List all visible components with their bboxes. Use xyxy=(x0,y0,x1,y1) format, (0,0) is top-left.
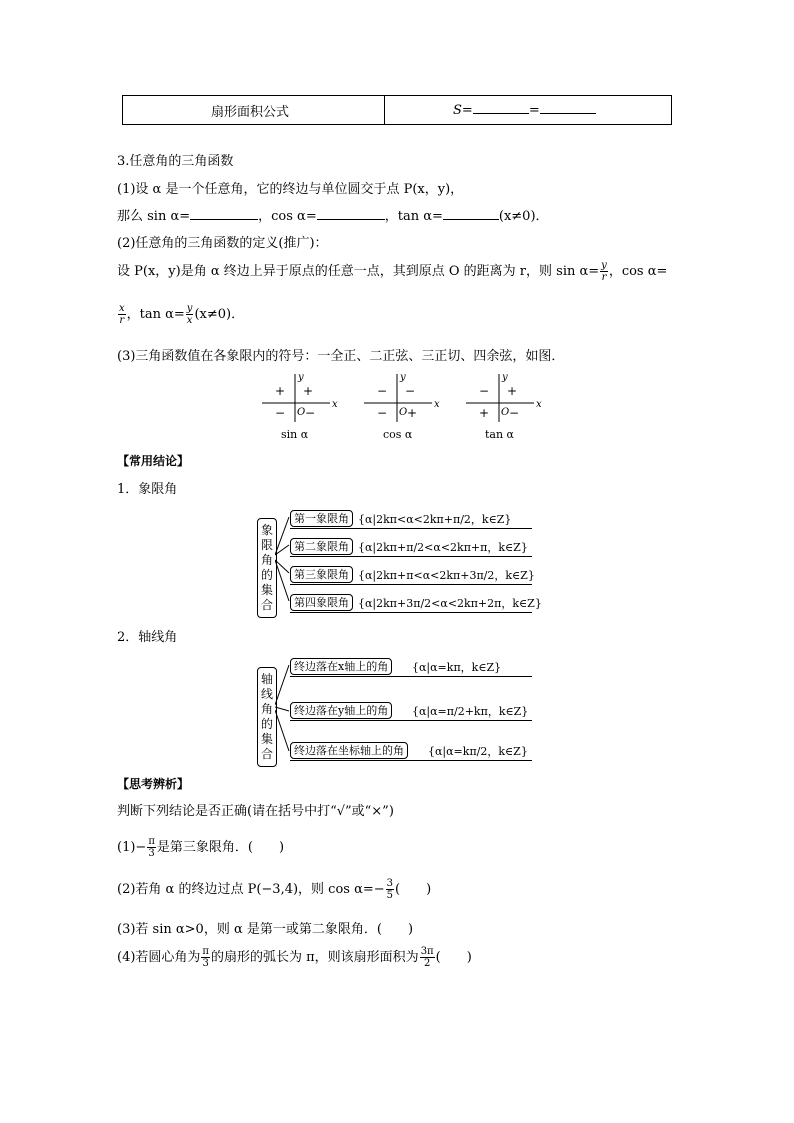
quadrant-label: 第三象限角 xyxy=(290,566,353,583)
quadrant-formula: {α|2kπ<α<2kπ+π/2，k∈Z} xyxy=(358,513,512,526)
q1-sign: + xyxy=(303,384,314,398)
think-q2: (2)若角 α 的终边过点 P(−3,4)，则 cos α=− $\frac{3}{5}$ ( ) xyxy=(117,878,432,901)
quadrant-underline xyxy=(290,556,532,557)
origin-label: O xyxy=(297,407,306,418)
q2-sign: − xyxy=(479,384,490,398)
q4-sign: + xyxy=(407,406,418,420)
common-heading: 【常用结论】 xyxy=(117,454,190,468)
q1-sign: − xyxy=(405,384,416,398)
axis-angle-label: 终边落在坐标轴上的角 xyxy=(290,742,408,759)
q2-sign: − xyxy=(377,384,388,398)
origin-label: O xyxy=(501,407,510,418)
quadrant-label: 第四象限角 xyxy=(290,594,353,611)
sign-charts xyxy=(250,370,550,442)
y-axis-label: y xyxy=(298,372,304,383)
q4-sign: − xyxy=(509,406,520,420)
x-axis-label: x xyxy=(536,399,542,410)
think-q1: (1)− $\frac{\pi}{3}$ 是第三象限角．( ) xyxy=(117,836,285,859)
axis-angle-underline xyxy=(290,760,532,761)
quadrant-label: 第一象限角 xyxy=(290,510,353,527)
common-item2: 2．轴线角 xyxy=(117,630,178,645)
q4-sign: − xyxy=(305,406,316,420)
x-axis-label: x xyxy=(434,399,440,410)
axis-group-box: 轴线角的集合 xyxy=(257,667,277,767)
think-q4: (4)若圆心角为 $\frac{\pi}{3}$ 的扇形的弧长为 π，则该扇形面积为 $\frac{3\pi}{2}$ ( ) xyxy=(117,946,472,969)
s3-p5: (3)三角函数值在各象限内的符号：一全正、二正弦、三正切、四余弦，如图． xyxy=(117,349,565,364)
sign-chart-caption: sin α xyxy=(281,428,309,441)
axis-angle-formula: {α|α=kπ/2，k∈Z} xyxy=(428,745,528,758)
sign-chart xyxy=(364,372,440,441)
common-item1: 1．象限角 xyxy=(117,482,178,497)
q2-sign: + xyxy=(275,384,286,398)
think-q3: (3)若 sin α>0，则 α 是第一或第二象限角．( ) xyxy=(117,922,414,937)
axis-angle-underline xyxy=(290,676,532,677)
quadrant-underline xyxy=(290,584,532,585)
y-axis-label: y xyxy=(400,372,406,383)
quadrant-underline xyxy=(290,612,532,613)
q3-sign: − xyxy=(377,406,388,420)
quadrant-formula: {α|2kπ+π/2<α<2kπ+π，k∈Z} xyxy=(358,541,528,554)
quadrant-formula: {α|2kπ+3π/2<α<2kπ+2π，k∈Z} xyxy=(358,597,542,610)
s3-p1b: 那么 sin α= ，cos α= ，tan α= (x≠0)． xyxy=(117,209,549,224)
s3-p3: 设 P(x，y)是角 α 终边上异于原点的任意一点，其到原点 O 的距离为 r，则 sin α= $\frac{y}{r}$ ，cos α= xyxy=(117,260,668,283)
q1-sign: + xyxy=(507,384,518,398)
quadrant-label: 第二象限角 xyxy=(290,538,353,555)
axis-angle-underline xyxy=(290,720,532,721)
sign-chart xyxy=(262,372,338,441)
section3-heading: 3.任意角的三角函数 xyxy=(117,154,234,169)
s3-p4: $\frac{x}{r}$ ，tan α= $\frac{y}{x}$ (x≠0)． xyxy=(119,303,245,326)
sign-chart-caption: cos α xyxy=(383,428,413,441)
sector-area-table xyxy=(122,95,672,125)
think-heading: 【思考辨析】 xyxy=(117,777,190,791)
s3-p2: (2)任意角的三角函数的定义(推广)： xyxy=(117,236,328,251)
q3-sign: − xyxy=(275,406,286,420)
s3-p1a: (1)设 α 是一个任意角，它的终边与单位圆交于点 P(x，y)， xyxy=(117,182,464,197)
y-axis-label: y xyxy=(502,372,508,383)
axis-angle-formula: {α|α=kπ，k∈Z} xyxy=(412,661,502,674)
sign-chart-caption: tan α xyxy=(485,428,514,441)
think-intro: 判断下列结论是否正确(请在括号中打“√”或“×”) xyxy=(117,804,394,819)
origin-label: O xyxy=(399,407,408,418)
table-right-cell: S= = xyxy=(453,101,596,118)
table-divider xyxy=(384,96,385,124)
axis-angle-formula: {α|α=π/2+kπ，k∈Z} xyxy=(412,705,529,718)
table-left-cell: 扇形面积公式 xyxy=(211,105,290,120)
axis-angle-label: 终边落在x轴上的角 xyxy=(290,658,392,675)
axis-angle-label: 终边落在y轴上的角 xyxy=(290,702,392,719)
quadrant-group-box: 象限角的集合 xyxy=(257,518,277,618)
sign-chart xyxy=(466,372,542,441)
quadrant-underline xyxy=(290,528,532,529)
x-axis-label: x xyxy=(332,399,338,410)
quadrant-formula: {α|2kπ+π<α<2kπ+3π/2，k∈Z} xyxy=(358,569,535,582)
q3-sign: + xyxy=(479,406,490,420)
